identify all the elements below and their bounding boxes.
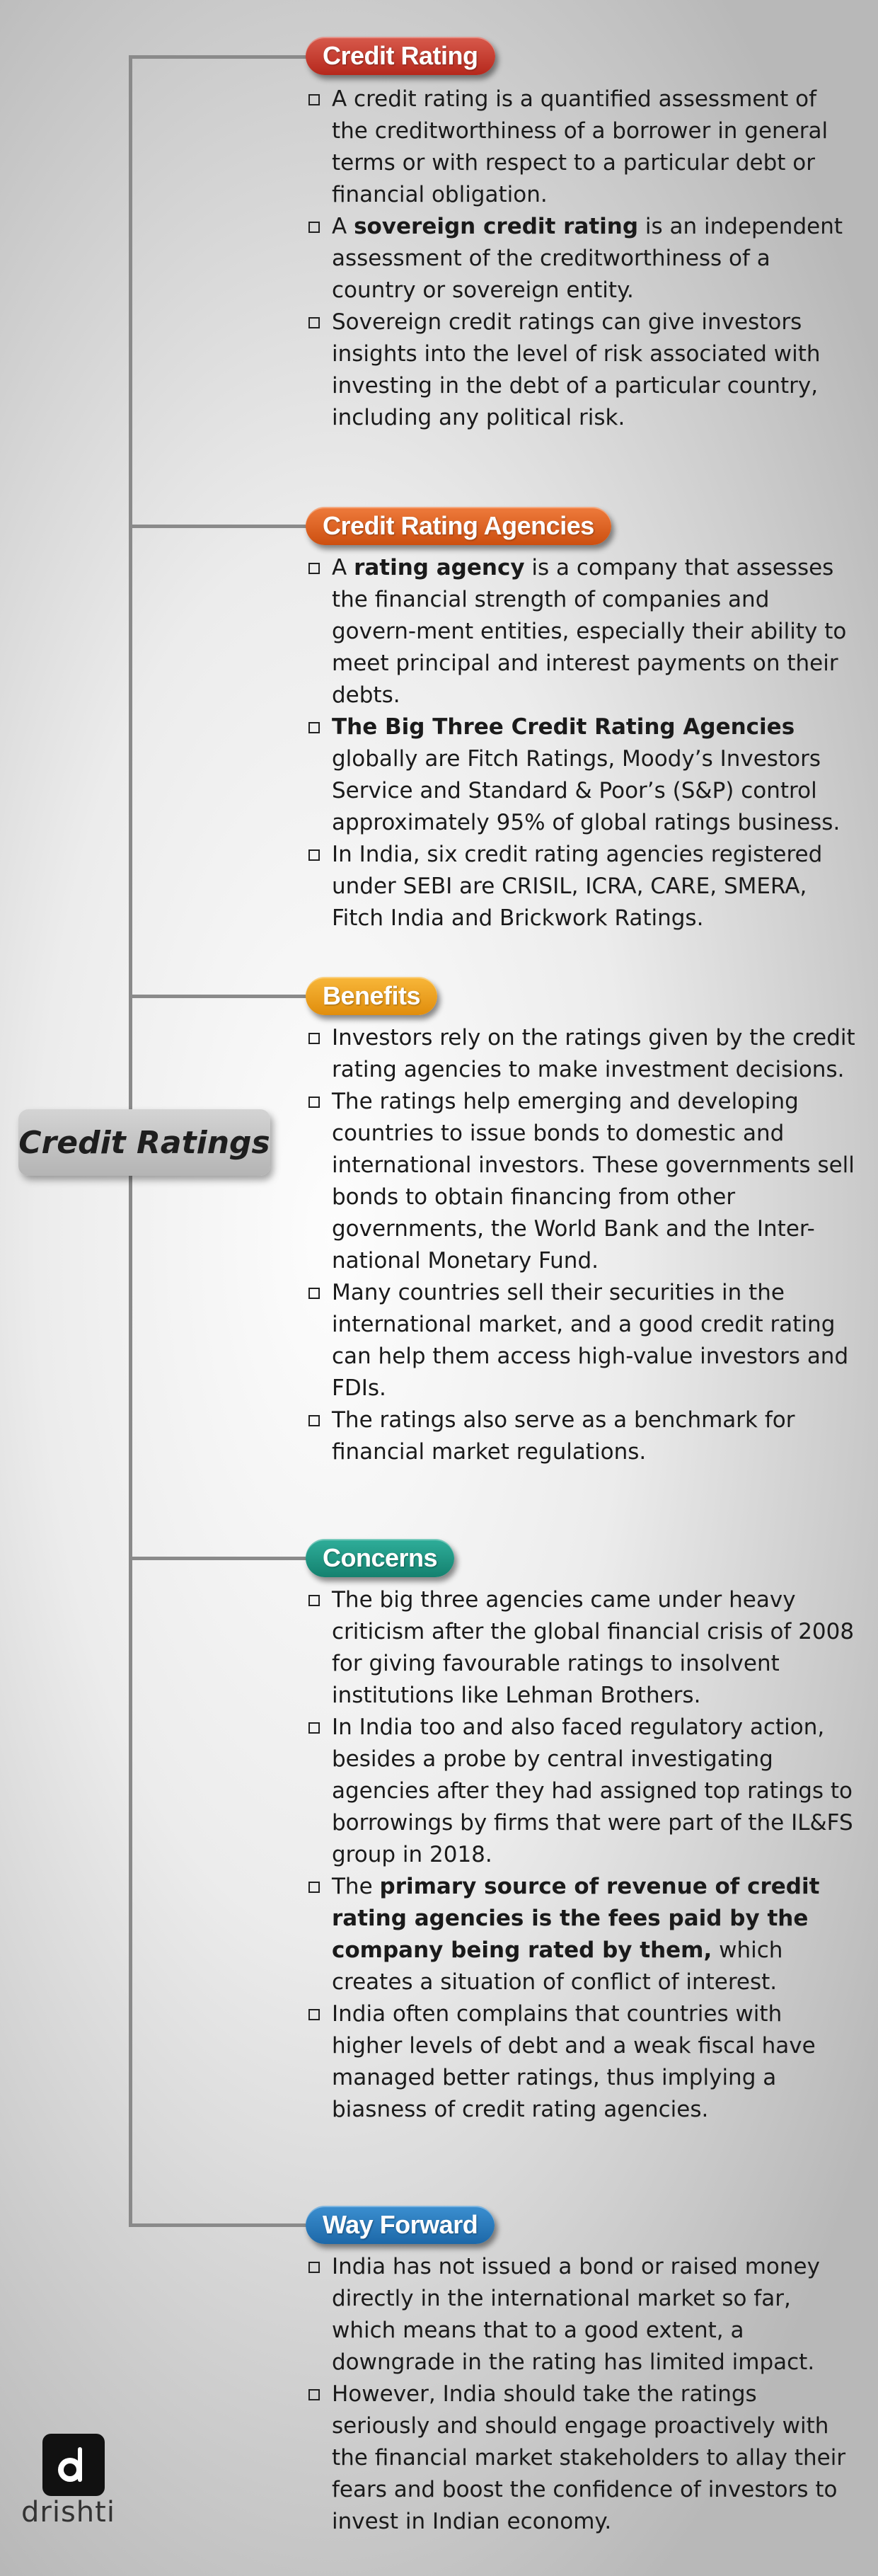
bullet-item — [306, 2378, 857, 2538]
bullet-item — [306, 84, 857, 211]
bullet-text: The — [332, 1874, 380, 1899]
bullet-text: is an independent assessment of the creditworthiness of a country or sovereign entity. — [332, 214, 843, 303]
bullet-item — [306, 1998, 857, 2126]
bullet-text: which creates a situation of conflict of interest. — [332, 1937, 783, 1995]
bullet-text: The ratings also serve as a benchmark for financial market regulations. — [332, 1407, 795, 1465]
connector-credit-rating — [129, 55, 311, 59]
bullet-text: Sovereign credit ratings can give investors insights into the level of risk associated with investing in the debt of a particular country, including any political risk. — [332, 309, 821, 430]
bullet-list-credit-rating-agencies — [306, 552, 857, 934]
bullet-list-benefits — [306, 1022, 857, 1468]
bullet-text: Many countries sell their securities in the international market, and a good credit rating can help them access high-value investors and FDIs. — [332, 1280, 849, 1401]
bullet-list-credit-rating — [306, 84, 857, 434]
bullet-item — [306, 1404, 857, 1468]
bullet-item — [306, 1871, 857, 1998]
bullet-item — [306, 839, 857, 934]
bullet-item — [306, 1277, 857, 1404]
bullet-item — [306, 2251, 857, 2378]
bullet-item — [306, 1712, 857, 1871]
bullet-text: However, India should take the ratings seriously and should engage proactively with the financial market stakeholders to allay their fears and boost the confidence of investors to invest in Indian economy. — [332, 2381, 846, 2534]
bullet-text-bold: primary source of revenue of credit rating agencies is the fees paid by the company being rated by them, — [332, 1874, 820, 1963]
bullet-text-bold: sovereign credit rating — [354, 214, 639, 239]
bullet-text: is a company that assesses the financial strength of companies and govern-ment entities, especially their ability to meet principal and interest payments on their debts. — [332, 555, 847, 708]
section-title-benefits: Benefits — [306, 977, 437, 1015]
section-title-credit-rating: Credit Rating — [306, 37, 495, 75]
bullet-text: The big three agencies came under heavy criticism after the global financial crisis of 2008 for giving favourable ratings to insolvent institutions like Lehman Brothers. — [332, 1587, 855, 1708]
drishti-logo-mark — [52, 2443, 96, 2487]
bullet-text-bold: The Big Three Credit Rating Agencies — [332, 714, 795, 740]
center-node-label: Credit Ratings — [18, 1124, 270, 1161]
bullet-item — [306, 711, 857, 839]
bullet-list-concerns — [306, 1584, 857, 2126]
bullet-text: India has not issued a bond or raised money directly in the international market so far, which means that to a good extent, a downgrade in the rating has limited impact. — [332, 2254, 820, 2375]
section-title-concerns: Concerns — [306, 1539, 454, 1577]
section-title-way-forward: Way Forward — [306, 2206, 495, 2244]
bullet-item — [306, 307, 857, 434]
bullet-item — [306, 1584, 857, 1712]
bullet-text: In India too and also faced regulatory action, besides a probe by central investigating agencies after they had assigned top ratings to borrowings by firms that were part of the IL&FS group in 2018. — [332, 1715, 853, 1867]
bullet-text-bold: rating agency — [354, 555, 525, 580]
bullet-text: A — [332, 214, 354, 239]
bullet-list-way-forward — [306, 2251, 857, 2538]
bullet-text: The ratings help emerging and developing countries to issue bonds to domestic and international investors. These governments sell bonds to obtain financing from other governments, the World Bank and the Inter-national Monetary Fund. — [332, 1089, 855, 1273]
bullet-item — [306, 1086, 857, 1277]
bullet-text: In India, six credit rating agencies registered under SEBI are CRISIL, ICRA, CARE, SMERA, Fitch India and Brickwork Ratings. — [332, 842, 823, 931]
bullet-item — [306, 211, 857, 307]
connector-way-forward — [129, 2223, 311, 2227]
bullet-text: Investors rely on the ratings given by the credit rating agencies to make investment decisions. — [332, 1025, 855, 1082]
bullet-text: India often complains that countries with higher levels of debt and a weak fiscal have managed better ratings, thus implying a biasness of credit rating agencies. — [332, 2001, 816, 2122]
bullet-text: globally are Fitch Ratings, Moody’s Investors Service and Standard & Poor’s (S&P) control approximately 95% of global ratings business. — [332, 746, 841, 835]
bullet-text: A — [332, 555, 354, 580]
section-title-credit-rating-agencies: Credit Rating Agencies — [306, 507, 611, 545]
center-node-credit-ratings — [18, 1109, 270, 1176]
drishti-logo-text: drishti — [21, 2496, 115, 2529]
connector-concerns — [129, 1557, 311, 1560]
connector-credit-rating-agencies — [129, 525, 311, 528]
connector-benefits — [129, 995, 311, 998]
bullet-item — [306, 1022, 857, 1086]
drishti-logo-icon — [42, 2434, 105, 2496]
bullet-text: A credit rating is a quantified assessment of the creditworthiness of a borrower in general terms or with respect to a particular debt or financial obligation. — [332, 86, 828, 207]
bullet-item — [306, 552, 857, 711]
